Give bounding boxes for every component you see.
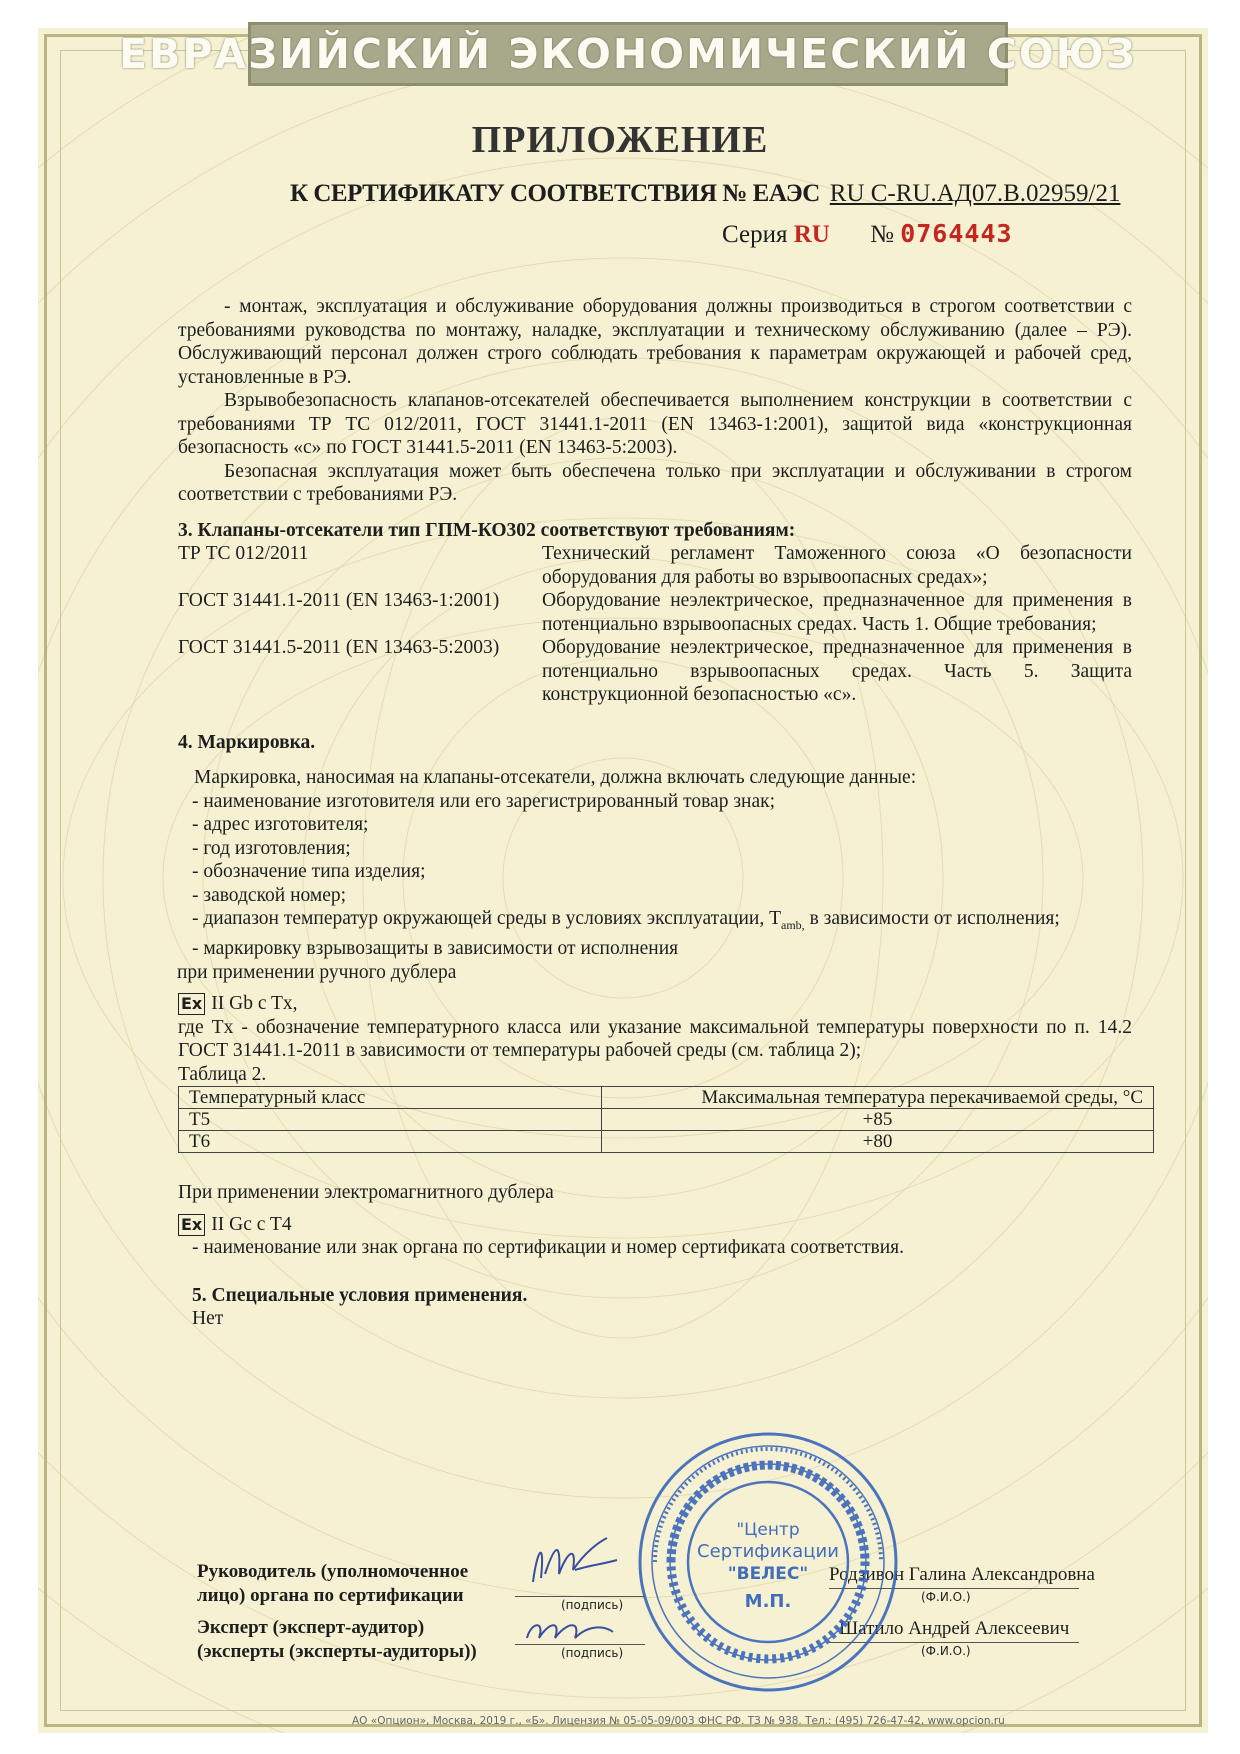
series-line	[722, 219, 1013, 249]
table-cell: Т6	[179, 1131, 602, 1153]
document-body	[177, 295, 1143, 1331]
table-row	[179, 1131, 1154, 1153]
table-header: Максимальная температура перекачиваемой среды, °С	[602, 1087, 1154, 1109]
head-role-line: лицо) органа по сертификации	[197, 1585, 464, 1606]
union-banner	[119, 22, 1137, 86]
series-label: Серия	[722, 221, 788, 248]
table-caption: Таблица 2.	[178, 1063, 267, 1085]
standard-description: Технический регламент Таможенного союза «О безопасности оборудования для работы во взрывоопасных средах»;	[542, 543, 1132, 588]
expert-signature-line	[515, 1644, 645, 1645]
ex-marking-em	[178, 1213, 1132, 1237]
stamp-line: Сертификации	[697, 1541, 839, 1562]
standard-code: ТР ТС 012/2011	[178, 543, 309, 564]
paragraph-installation: - монтаж, эксплуатация и обслуживание оборудования должны производиться в строгом соответствии с требованиями руководства по монтажу, наладке, эксплуатации и техническому обслуживанию (далее – РЭ). Обслуживающий персонал должен строго соблюдать требования к параметрам окружающей и рабочей сред, установленные в РЭ.	[178, 296, 1132, 388]
t-amb-subscript: amb,	[781, 917, 805, 932]
standard-code: ГОСТ 31441.1-2011 (EN 13463-1:2001)	[178, 590, 500, 611]
marking-item: - год изготовления;	[192, 837, 351, 859]
table-cell: +85	[602, 1109, 1154, 1131]
expert-role-line: (эксперты (эксперты-аудиторы))	[197, 1641, 477, 1662]
ex-marking-text: II Gb c Tx,	[211, 993, 298, 1015]
series-number: 0764443	[900, 219, 1013, 248]
ex-marking-icon: Ex	[178, 1214, 205, 1236]
certificate-subtitle	[290, 180, 1120, 208]
table-cell: Т5	[179, 1109, 602, 1131]
page-title: ПРИЛОЖЕНИЕ	[471, 119, 769, 161]
certificate-number: RU С-RU.АД07.В.02959/21	[829, 180, 1121, 207]
expert-role	[197, 1616, 477, 1664]
union-banner-text: ЕВРАЗИЙСКИЙ ЭКОНОМИЧЕСКИЙ СОЮЗ	[119, 30, 1137, 78]
standards-list	[178, 542, 1132, 707]
stamp-line: "ВЕЛЕС"	[727, 1564, 809, 1584]
table-cell: +80	[602, 1131, 1154, 1153]
signature-label: (подпись)	[561, 1598, 624, 1612]
section-3-heading: 3. Клапаны-отсекатели тип ГПМ-КО302 соответствуют требованиям:	[178, 519, 796, 541]
table-row	[179, 1109, 1154, 1131]
standard-description: Оборудование неэлектрическое, предназначенное для применения в потенциально взрывоопасных средах. Часть 1. Общие требования;	[542, 590, 1132, 635]
subtitle-prefix: К СЕРТИФИКАТУ СООТВЕТСТВИЯ № ЕАЭС	[290, 180, 820, 207]
ex-marking-text: II Gc c T4	[211, 1213, 292, 1235]
fio-label: (Ф.И.О.)	[921, 1644, 971, 1658]
certification-stamp	[633, 1427, 903, 1697]
em-override-label: При применении электромагнитного дублера	[178, 1182, 554, 1204]
marking-intro: Маркировка, наносимая на клапаны-отсекатели, должна включать следующие данные:	[194, 767, 917, 788]
marking-item-temperature	[178, 907, 1132, 937]
section-5-heading: 5. Специальные условия применения.	[192, 1284, 528, 1306]
expert-role-line: Эксперт (эксперт-аудитор)	[197, 1617, 425, 1638]
temperature-class-table	[178, 1086, 1154, 1153]
marking-item: - маркировку взрывозащиты в зависимости от исполнения	[192, 938, 679, 960]
marking-item: - обозначение типа изделия;	[192, 861, 426, 882]
stamp-mp: М.П.	[744, 1591, 792, 1612]
manual-override-label: при применении ручного дублера	[177, 961, 457, 983]
head-role-line: Руководитель (уполномоченное	[197, 1561, 469, 1582]
temperature-item-end: в зависимости от исполнения;	[804, 908, 1060, 929]
marking-item-final: - наименование или знак органа по сертификации и номер сертификата соответствия.	[192, 1237, 904, 1259]
ex-marking-manual	[178, 992, 1132, 1016]
standard-description: Оборудование неэлектрическое, предназначенное для применения в потенциально взрывоопасных средах. Часть 5. Защита конструкционной безопасностью «с».	[542, 637, 1132, 705]
head-signature-line	[515, 1596, 645, 1597]
paragraph-safe-operation: Безопасная эксплуатация может быть обеспечена только при эксплуатации и обслуживании в строгом соответствии с требованиями РЭ.	[178, 460, 1132, 505]
standard-code: ГОСТ 31441.5-2011 (EN 13463-5:2003)	[178, 637, 500, 658]
paragraph-explosion-safety: Взрывобезопасность клапанов-отсекателей обеспечивается выполнением конструкции в соответствии с требованиями ТР ТС 012/2011, ГОСТ 31441.1-2011 (EN 13463-1:2001), защитой вида «конструкционная безопасность «с» по ГОСТ 31441.5-2011 (EN 13463-5:2003).	[178, 390, 1132, 458]
section-5-text: Нет	[192, 1308, 224, 1330]
signature-label: (подпись)	[561, 1646, 624, 1660]
printer-footer: АО «Опцион», Москва, 2019 г., «Б». Лицензия № 05-05-09/003 ФНС РФ. ТЗ № 938. Тел.: (495) 726-47-42, www.opcion.ru	[352, 1715, 1005, 1727]
fio-label: (Ф.И.О.)	[921, 1590, 971, 1604]
expert-name: Шатило Андрей Алексеевич	[839, 1618, 1070, 1639]
table-header: Температурный класс	[179, 1087, 602, 1109]
number-label: №	[870, 221, 894, 248]
temperature-item-text: - диапазон температур окружающей среды в условиях эксплуатации, T	[192, 908, 782, 929]
head-name: Родзивон Галина Александровна	[829, 1564, 1095, 1585]
marking-item: - адрес изготовителя;	[192, 814, 369, 835]
marking-item: - наименование изготовителя или его зарегистрированный товар знак;	[192, 790, 776, 812]
head-signature	[515, 1530, 625, 1600]
head-role	[197, 1560, 468, 1608]
ex-marking-icon: Ex	[178, 993, 205, 1015]
stamp-line: "Центр	[736, 1520, 800, 1540]
section-4-heading: 4. Маркировка.	[178, 731, 316, 753]
tx-note: где Tx - обозначение температурного класса или указание максимальной температуры поверхности по п. 14.2 ГОСТ 31441.1-2011 в зависимости от температуры рабочей среды (см. таблица 2);	[178, 1016, 1132, 1062]
table-header-row	[179, 1087, 1154, 1109]
marking-item: - заводской номер;	[192, 884, 347, 906]
series-value: RU	[793, 221, 830, 248]
